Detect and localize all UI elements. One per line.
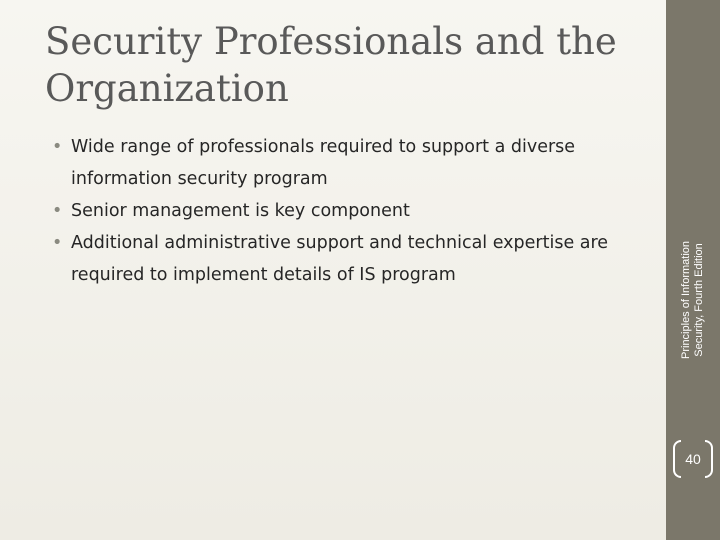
bullet-text: Wide range of professionals required to support a diverse information security program <box>71 137 576 189</box>
bullet-item <box>52 195 652 227</box>
book-title-line-1: Principles of Information <box>680 241 692 359</box>
title-line-2: Organization <box>45 67 289 110</box>
title-line-1: Security Professionals and the <box>45 20 617 63</box>
bullet-list <box>52 131 652 291</box>
book-title-vertical <box>680 241 706 359</box>
bullet-item <box>52 227 652 291</box>
page-number: 40 <box>685 451 701 467</box>
bullet-dot-icon: • <box>52 233 63 253</box>
bullet-item <box>52 131 652 195</box>
bullet-dot-icon: • <box>52 137 63 157</box>
bullet-dot-icon: • <box>52 201 63 221</box>
sidebar-text-area <box>666 0 720 410</box>
slide-title <box>45 18 645 112</box>
book-title-line-2: Security, Fourth Edition <box>693 243 705 357</box>
bullet-text: Additional administrative support and technical expertise are required to implement details of IS program <box>71 233 609 285</box>
page-number-badge <box>673 440 713 476</box>
bullet-text: Senior management is key component <box>71 201 410 221</box>
